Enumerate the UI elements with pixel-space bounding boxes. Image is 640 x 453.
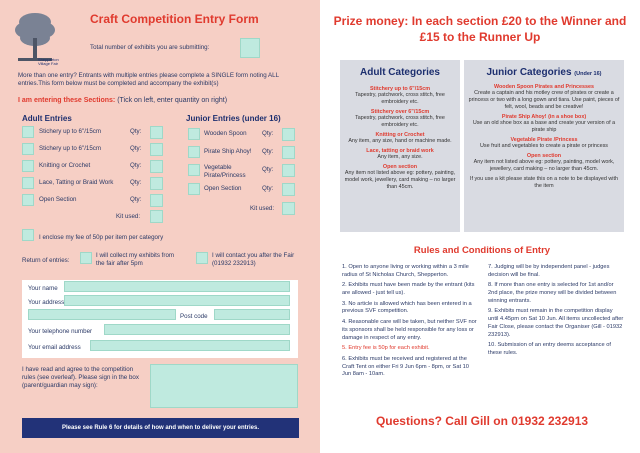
junior-item-2-label: Pirate Ship Ahoy! xyxy=(204,148,252,155)
junior-item-2-checkbox[interactable] xyxy=(188,146,200,158)
junior-item-3-qty-label: Qty: xyxy=(262,166,274,173)
fee-checkbox[interactable] xyxy=(22,229,34,241)
adult-cat-4-desc: Any item, any size. xyxy=(377,154,423,161)
phone-input[interactable] xyxy=(104,324,290,335)
rule-3: 3. No article is allowed which has been entered in a previous SVF competition. xyxy=(342,300,472,315)
adult-item-2-checkbox[interactable] xyxy=(22,143,34,155)
adult-kit-used-input[interactable] xyxy=(150,210,163,223)
adult-item-3-qty-label: Qty: xyxy=(130,162,142,169)
junior-cat-1-title: Wooden Spoon Pirates and Princesses xyxy=(494,84,594,90)
adult-item-4-qty-input[interactable] xyxy=(150,177,163,190)
rules-heading: Rules and Conditions of Entry xyxy=(413,245,551,256)
return-contact-label: I will contact you after the Fair (01932 232913) xyxy=(212,252,295,268)
adult-cat-5-title: Open section xyxy=(382,164,418,171)
adult-cat-3-desc: Any item, any size, hand or machine made. xyxy=(348,138,452,145)
junior-item-2-qty-label: Qty: xyxy=(262,148,274,155)
name-input[interactable] xyxy=(64,281,290,292)
multiple-entries-note: More than one entry? Entrants with multiple entries please complete a SINGLE form noting ALL entries.This form below must be completed and accompany the exhibit(s) xyxy=(18,72,279,88)
rule-5: 5. Entry fee is 50p for each exhibit. xyxy=(342,345,430,352)
junior-categories-heading xyxy=(464,67,624,78)
junior-item-4-checkbox[interactable] xyxy=(188,183,200,195)
adult-item-5-label: Open Section xyxy=(39,196,77,203)
questions-contact: Questions? Call Gill on 01932 232913 xyxy=(375,414,589,428)
fee-label: I enclose my fee of 50p per item per category xyxy=(39,234,164,241)
adult-item-4-label: Lace, Tatting or Braid Work xyxy=(39,179,114,186)
rule-10: 10. Submission of an entry deems acceptance of these rules. xyxy=(488,342,611,356)
return-contact-checkbox[interactable] xyxy=(196,252,208,264)
junior-item-3-checkbox[interactable] xyxy=(188,164,200,176)
agree-rules-label: I have read and agree to the competition rules (see overleaf). Please sign in the box (parent/guardian may sign): xyxy=(22,366,139,390)
delivery-note-bar: Please see Rule 6 for details of how and when to deliver your entries. xyxy=(22,418,299,438)
postcode-input[interactable] xyxy=(214,309,290,320)
address-input-line-2[interactable] xyxy=(28,309,176,320)
rules-right-column xyxy=(488,264,624,358)
junior-cat-3-desc: Use fruit and vegetables to create a pirate or princess xyxy=(480,143,608,150)
adult-item-3-label: Knitting or Crochet xyxy=(39,162,91,169)
rule-9: 9. Exhibits must remain in the competition display until 4.45pm on Sat 10 Jun. All items uncollected after Fair Close, please contact the Organiser (Gill - 01932 232913). xyxy=(488,308,624,338)
adult-item-4-qty-label: Qty: xyxy=(130,179,142,186)
adult-cat-5-desc: Any item not listed above eg: pottery, painting, model work, jewellery, card making – no larger than 45cm. xyxy=(344,170,456,191)
rule-4: 4. Reasonable care will be taken, but neither SVF nor its sponsors shall be held responsible for any loss or damage in respect of any entry. xyxy=(342,319,477,341)
adult-item-5-qty-label: Qty: xyxy=(130,196,142,203)
form-title: Craft Competition Entry Form xyxy=(90,12,259,26)
adult-entries-heading: Adult Entries xyxy=(22,114,72,123)
adult-cat-3-title: Knitting or Crochet xyxy=(375,132,425,139)
junior-cat-1-desc: Create a captain and his motley crew of pirates or create a princess or two with a long gown and tiara. Use paint, pieces of felt, wool, beads and be creative! xyxy=(468,90,620,111)
logo-line-1: Shepperton xyxy=(38,57,59,62)
adult-item-1-qty-input[interactable] xyxy=(150,126,163,139)
adult-item-2-qty-input[interactable] xyxy=(150,143,163,156)
junior-item-3-qty-input[interactable] xyxy=(282,164,295,177)
junior-item-4-qty-label: Qty: xyxy=(262,185,274,192)
email-label: Your email address xyxy=(28,344,81,351)
adult-cat-4-title: Lace, tatting or braid work xyxy=(366,148,434,155)
junior-kit-note: If you use a kit please state this on a note to be displayed with the item xyxy=(469,176,619,190)
total-exhibits-label: Total number of exhibits you are submitting: xyxy=(90,44,210,51)
junior-item-1-label: Wooden Spoon xyxy=(204,130,247,137)
junior-kit-used-input[interactable] xyxy=(282,202,295,215)
adult-categories-heading: Adult Categories xyxy=(359,67,440,78)
junior-entries-heading: Junior Entries (under 16) xyxy=(186,114,281,123)
junior-cat-2-title: Pirate Ship Ahoy! (in a shoe box) xyxy=(501,114,587,121)
adult-item-2-qty-label: Qty: xyxy=(130,145,142,152)
adult-item-1-checkbox[interactable] xyxy=(22,126,34,138)
junior-cat-4-desc: Any item not listed above eg: pottery, painting, model work, jewellery, card making – no larger than 45cm. xyxy=(473,159,615,173)
adult-item-1-label: Stichery up to 6"/15cm xyxy=(39,128,102,135)
adult-item-4-checkbox[interactable] xyxy=(22,177,34,189)
return-collect-checkbox[interactable] xyxy=(80,252,92,264)
rule-7: 7. Judging will be by independent panel - judges decision will be final. xyxy=(488,264,610,278)
postcode-label: Post code xyxy=(180,313,208,320)
adult-cat-1-title: Stitchery up to 6"/15cm xyxy=(369,86,431,92)
address-label: Your address xyxy=(28,299,65,306)
rules-left-column xyxy=(342,264,478,379)
junior-item-2-qty-input[interactable] xyxy=(282,146,295,159)
adult-item-2-label: Stichery up to 6"/15cm xyxy=(39,145,102,152)
adult-item-5-qty-input[interactable] xyxy=(150,194,163,207)
return-collect-label: I will collect my exhibits from the fair after 5pm xyxy=(96,252,175,268)
adult-cat-1-desc: Tapestry, patchwork, cross stitch, free embroidery etc. xyxy=(355,92,445,106)
email-input[interactable] xyxy=(90,340,290,351)
junior-item-1-checkbox[interactable] xyxy=(188,128,200,140)
logo-text xyxy=(38,58,59,67)
junior-heading-note: (Under 16) xyxy=(574,71,602,77)
junior-heading-text: Junior Categories xyxy=(486,67,572,78)
entering-note-text: (Tick on left, enter quantity on right) xyxy=(117,97,228,104)
rule-6: 6. Exhibits must be received and registered at the Craft Tent on either Fri 9 Jun 6pm - 8pm, or Sat 10 Jun 8am - 10am. xyxy=(342,355,469,378)
junior-categories-panel xyxy=(464,60,624,232)
junior-cat-4-title: Open section xyxy=(526,153,562,160)
logo-line-2: Village Fair xyxy=(38,61,58,67)
rule-1: 1. Open to anyone living or working within a 3 mile radius of St Nicholas Church, Shepperton. xyxy=(342,264,469,278)
adult-item-3-qty-input[interactable] xyxy=(150,160,163,173)
junior-item-4-qty-input[interactable] xyxy=(282,183,295,196)
signature-box[interactable] xyxy=(150,364,298,408)
junior-item-1-qty-input[interactable] xyxy=(282,128,295,141)
rule-8: 8. If more than one entry is selected for 1st and/or 2nd place, the prize money will be divided between winning entrants. xyxy=(488,282,617,304)
address-input-line-1[interactable] xyxy=(64,295,290,306)
junior-cat-3-title: Vegetable Pirate /Princess xyxy=(510,137,578,144)
adult-cat-2-desc: Tapestry, patchwork, cross stitch, free embroidery etc. xyxy=(355,115,445,129)
adult-cat-2-title: Stitchery over 6"/15cm xyxy=(370,109,430,116)
adult-kit-used-label: Kit used: xyxy=(116,213,141,220)
phone-label: Your telephone number xyxy=(28,328,93,335)
adult-item-5-checkbox[interactable] xyxy=(22,194,34,206)
name-label: Your name xyxy=(28,285,58,292)
entering-sections-heading xyxy=(18,97,318,104)
junior-item-3-label: Vegetable Pirate/Princess xyxy=(204,164,246,180)
total-exhibits-input[interactable] xyxy=(240,38,260,58)
junior-item-4-label: Open Section xyxy=(204,185,242,192)
entering-heading-text: I am entering these Sections: xyxy=(18,97,116,104)
prize-headline: Prize money: In each section £20 to the Winner and £15 to the Runner Up xyxy=(333,14,627,44)
junior-kit-used-label: Kit used: xyxy=(250,205,275,212)
junior-cat-2-desc: Use an old shoe box as a base and create your version of a pirate ship xyxy=(472,120,616,134)
junior-item-1-qty-label: Qty: xyxy=(262,130,274,137)
rule-2: 2. Exhibits must have been made by the entrant (kits are allowed - just tell us). xyxy=(342,282,475,297)
adult-item-1-qty-label: Qty: xyxy=(130,128,142,135)
adult-categories-panel xyxy=(340,60,460,232)
adult-item-3-checkbox[interactable] xyxy=(22,160,34,172)
return-entries-label: Return of entries: xyxy=(22,257,70,264)
